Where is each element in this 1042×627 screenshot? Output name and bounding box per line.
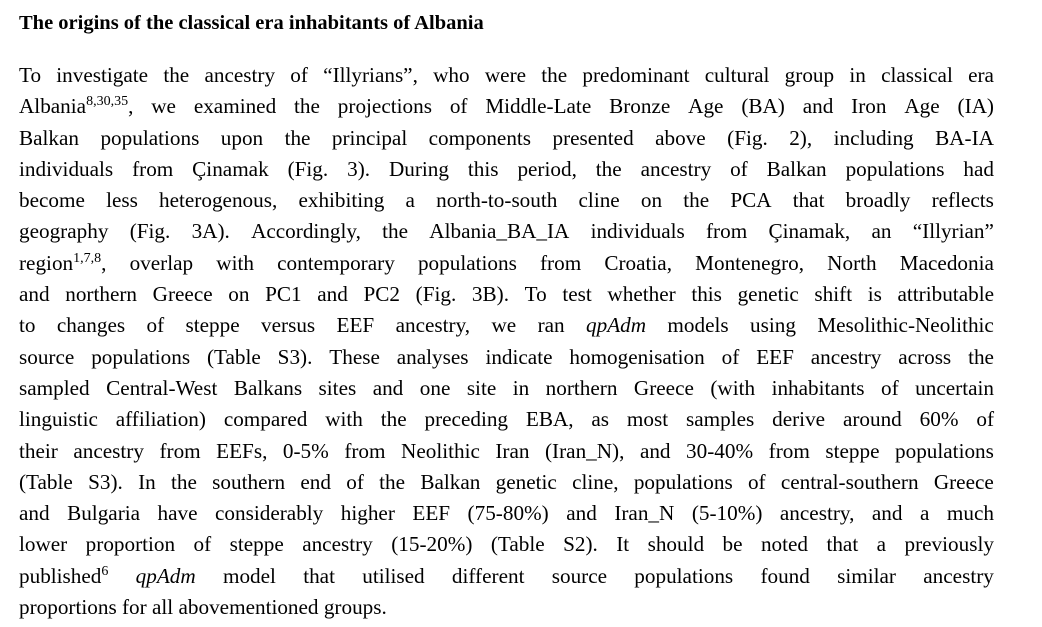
word: most	[626, 407, 669, 432]
word: cultural	[704, 63, 770, 87]
word: upon	[220, 125, 264, 150]
word: genetic	[737, 282, 799, 307]
word: individuals	[19, 156, 114, 181]
word: North	[827, 250, 877, 275]
word: lower	[19, 532, 68, 557]
word: Accordingly,	[251, 219, 361, 244]
word: broadly	[845, 188, 911, 213]
word: predominant	[582, 63, 690, 87]
word: group	[784, 63, 835, 87]
word: models	[667, 313, 729, 338]
word: of	[881, 375, 899, 400]
word: To	[19, 63, 42, 87]
word: all	[152, 595, 174, 620]
word: 3A).	[191, 219, 230, 244]
word: presented	[552, 125, 634, 150]
word: this	[691, 282, 722, 307]
word: contemporary	[277, 250, 395, 275]
word: individuals	[590, 219, 685, 244]
word: During	[388, 156, 449, 181]
word: considerably	[215, 501, 324, 526]
word: 3).	[347, 156, 371, 181]
word: from	[132, 156, 174, 181]
word: Croatia,	[604, 250, 672, 275]
word: Bulgaria	[67, 501, 141, 526]
word: noted	[760, 532, 809, 557]
word: that	[303, 563, 335, 588]
word: the	[380, 407, 407, 432]
word: “Illyrians”,	[323, 63, 418, 87]
word: test	[562, 282, 592, 307]
word: examined	[193, 94, 277, 119]
word: 3B).	[471, 282, 509, 307]
word: northern	[545, 375, 618, 400]
word: proportion	[85, 532, 176, 557]
word: investigate	[56, 63, 149, 87]
word: the	[284, 125, 311, 150]
word: that	[826, 532, 859, 557]
word: and	[19, 501, 50, 526]
word: era	[968, 63, 994, 87]
word: In	[138, 469, 156, 494]
word: linguistic	[19, 407, 98, 432]
word: overlap	[129, 250, 194, 275]
word: Mesolithic-Neolithic	[817, 313, 994, 338]
word: a	[876, 532, 887, 557]
word: ancestry	[810, 344, 882, 369]
word: and	[372, 375, 404, 400]
word: Balkan	[420, 469, 481, 494]
word: ancestry	[923, 563, 994, 588]
citation-superscript: 1,7,8	[73, 250, 102, 266]
word: of	[449, 94, 468, 119]
word: 0-5%	[282, 438, 329, 463]
word: attributable	[897, 282, 994, 307]
word: of	[730, 156, 748, 181]
text-line	[19, 310, 994, 341]
word: steppe	[229, 532, 284, 557]
word: source	[551, 563, 608, 588]
word: of	[976, 407, 994, 432]
word: Greece	[933, 469, 994, 494]
word: populations	[100, 125, 200, 150]
word: for	[122, 595, 147, 620]
word: is	[867, 282, 882, 307]
word: Middle-Late	[485, 94, 592, 119]
word: projections	[337, 94, 432, 119]
word: EBA,	[525, 407, 574, 432]
word: the	[595, 156, 622, 181]
word: period,	[517, 156, 577, 181]
word: Çinamak	[192, 156, 269, 181]
word: populations	[634, 563, 734, 588]
word: the	[968, 344, 994, 369]
text-line	[19, 185, 994, 216]
word: inhabitants	[771, 375, 865, 400]
word: model	[222, 563, 276, 588]
word: the	[382, 219, 409, 244]
word: populations	[91, 344, 191, 369]
word: an	[871, 219, 892, 244]
word: their	[19, 438, 58, 463]
word: Iron	[851, 94, 887, 119]
text-line	[19, 373, 994, 404]
word: as	[591, 407, 610, 432]
word: populations	[845, 156, 945, 181]
word: “Illyrian”	[912, 219, 994, 244]
word: and	[317, 282, 348, 307]
word: from	[706, 219, 748, 244]
word: populations	[895, 438, 994, 463]
word: (IA)	[957, 94, 994, 119]
word: EEF	[336, 313, 375, 338]
word: one	[419, 375, 451, 400]
word: higher	[340, 501, 395, 526]
word: Balkans	[233, 375, 303, 400]
word: and	[19, 282, 50, 307]
word: To	[524, 282, 547, 307]
word: much	[946, 501, 994, 526]
word: and	[871, 501, 903, 526]
word: Iran	[495, 438, 530, 463]
word: from	[344, 438, 386, 463]
word: the	[541, 63, 568, 87]
word: ancestry	[640, 156, 712, 181]
word: classical	[881, 63, 953, 87]
text-line	[19, 216, 994, 247]
word: EEFs,	[216, 438, 268, 463]
word: north-to-south	[436, 188, 558, 213]
word: Albania_BA_IA	[429, 219, 570, 244]
word: homogenisation	[569, 344, 705, 369]
text-line	[19, 91, 994, 122]
word: heterogenous,	[159, 188, 278, 213]
word: of	[346, 469, 364, 494]
word: the	[171, 469, 197, 494]
word: principal	[331, 125, 408, 150]
word: including	[833, 125, 914, 150]
text-line	[19, 467, 994, 498]
word: were	[484, 63, 527, 87]
word: who	[433, 63, 470, 87]
word: populations	[633, 469, 733, 494]
word: ancestry	[73, 438, 144, 463]
text-line	[19, 123, 994, 154]
word: cline	[578, 188, 620, 213]
word: found	[760, 563, 810, 588]
word: ancestry,	[779, 501, 855, 526]
word: Greece	[633, 375, 694, 400]
word: source	[19, 344, 75, 369]
word: proportions	[19, 595, 117, 620]
word: on	[228, 282, 250, 307]
word: Montenegro,	[695, 250, 805, 275]
text-line	[19, 498, 994, 529]
word: PC2	[363, 282, 401, 307]
word: PCA	[730, 188, 772, 213]
word: EEF	[756, 344, 794, 369]
word: across	[898, 344, 952, 369]
text-line	[19, 561, 994, 592]
word: above	[655, 125, 706, 150]
word: a	[919, 501, 930, 526]
word: cline,	[572, 469, 619, 494]
word: (5-10%)	[691, 501, 763, 526]
word: analyses	[396, 344, 469, 369]
word: uncertain	[915, 375, 994, 400]
word: Bronze	[609, 94, 671, 119]
word: (Fig.	[287, 156, 329, 181]
word: It	[616, 532, 630, 557]
word: different	[451, 563, 525, 588]
text-line	[19, 279, 994, 310]
text-line	[19, 529, 994, 560]
word: (Table	[490, 532, 545, 557]
word: ancestry	[302, 532, 373, 557]
word: EEF	[412, 501, 451, 526]
text-line	[19, 60, 994, 91]
word: 2),	[789, 125, 813, 150]
word: geography	[19, 219, 109, 244]
word: Age	[904, 94, 940, 119]
word: (75-80%)	[467, 501, 549, 526]
word: similar	[837, 563, 896, 588]
word: of	[747, 469, 766, 494]
word: (Fig.	[129, 219, 171, 244]
word: BA-IA	[935, 125, 994, 150]
word: that	[792, 188, 825, 213]
word: (Fig.	[415, 282, 457, 307]
word: published$^6$	[19, 563, 109, 588]
word: end	[300, 469, 331, 494]
word	[586, 310, 646, 341]
word: around	[842, 407, 902, 432]
word: the	[683, 188, 710, 213]
text-line	[19, 154, 994, 185]
word: Age	[688, 94, 724, 119]
word: ancestry	[204, 63, 276, 87]
word: affiliation)	[115, 407, 206, 432]
word: sites	[318, 375, 357, 400]
word: whether	[607, 282, 676, 307]
word: indicate	[485, 344, 553, 369]
word: of	[721, 344, 740, 369]
word: Greece	[152, 282, 213, 307]
word: central-southern	[780, 469, 919, 494]
word: southern	[212, 469, 286, 494]
word: site	[466, 375, 497, 400]
text-line	[19, 592, 994, 623]
document-page	[19, 8, 994, 623]
citation-superscript: 8,30,35	[86, 94, 129, 110]
word: changes	[56, 313, 126, 338]
word: Macedonia	[899, 250, 994, 275]
word: and	[802, 94, 834, 119]
word: abovementioned	[178, 595, 319, 620]
word: this	[467, 156, 499, 181]
word: reflects	[931, 188, 994, 213]
text-line	[19, 404, 994, 435]
word: become	[19, 188, 85, 213]
word: ancestry,	[395, 313, 471, 338]
word: Balkan	[766, 156, 827, 181]
word: the	[163, 63, 190, 87]
word: Iran_N	[614, 501, 675, 526]
word: should	[647, 532, 705, 557]
word: Central-West	[106, 375, 218, 400]
word: to	[19, 313, 36, 338]
word: derive	[772, 407, 826, 432]
word: These	[329, 344, 380, 369]
word: (with	[710, 375, 756, 400]
word: and	[639, 438, 671, 463]
word: steppe	[825, 438, 880, 463]
word: we	[491, 313, 517, 338]
word: from	[539, 250, 582, 275]
word: have	[157, 501, 198, 526]
word: and	[566, 501, 597, 526]
word: genetic	[495, 469, 557, 494]
word: S2).	[563, 532, 598, 557]
word: shift	[814, 282, 853, 307]
word: groups.	[323, 595, 387, 620]
word: previously	[904, 532, 994, 557]
word: Çinamak,	[768, 219, 851, 244]
word: (Fig.	[727, 125, 768, 150]
word: Balkan	[19, 125, 80, 150]
word: components	[428, 125, 532, 150]
word: with	[216, 250, 254, 275]
word: 30-40%	[686, 438, 754, 463]
word: the	[379, 469, 406, 494]
word: exhibiting	[298, 188, 385, 213]
word: with	[325, 407, 363, 432]
word: S3).	[88, 469, 123, 494]
word: utilised	[362, 563, 425, 588]
word: 60%	[919, 407, 959, 432]
text-line	[19, 248, 994, 279]
word: Albania$^{8,30,35}$,	[19, 94, 134, 119]
word: from	[768, 438, 810, 463]
method-name-italic: qpAdm	[586, 313, 647, 338]
word: in	[849, 63, 866, 87]
word: on	[640, 188, 663, 213]
word: ran	[537, 313, 565, 338]
word: from	[159, 438, 201, 463]
text-line	[19, 436, 994, 467]
word: less	[106, 188, 138, 213]
word: PC1	[265, 282, 302, 307]
word: steppe	[185, 313, 240, 338]
word: northern	[65, 282, 138, 307]
citation-superscript: 6	[101, 563, 109, 579]
word: we	[151, 94, 176, 119]
word: (15-20%)	[391, 532, 473, 557]
word: Neolithic	[401, 438, 480, 463]
word: (Iran_N),	[545, 438, 625, 463]
word: S3).	[277, 344, 313, 369]
word: (Table	[19, 469, 73, 494]
word: of	[146, 313, 165, 338]
text-line	[19, 342, 994, 373]
word: populations	[417, 250, 517, 275]
word: in	[512, 375, 530, 400]
word: of	[290, 63, 308, 87]
method-name-italic: qpAdm	[135, 563, 196, 588]
word: had	[963, 156, 994, 181]
word: preceding	[424, 407, 509, 432]
word: using	[750, 313, 796, 338]
word: a	[405, 188, 415, 213]
word: region$^{1,7,8}$,	[19, 250, 107, 275]
word: (Table	[206, 344, 261, 369]
word: compared	[223, 407, 308, 432]
word: (BA)	[741, 94, 785, 119]
word: of	[193, 532, 212, 557]
word: sampled	[19, 375, 90, 400]
section-heading: The origins of the classical era inhabitants of Albania	[19, 12, 484, 34]
body-paragraph	[19, 60, 994, 623]
word: samples	[686, 407, 755, 432]
word: versus	[261, 313, 316, 338]
word: be	[722, 532, 743, 557]
word: the	[294, 94, 320, 119]
word	[136, 561, 196, 592]
